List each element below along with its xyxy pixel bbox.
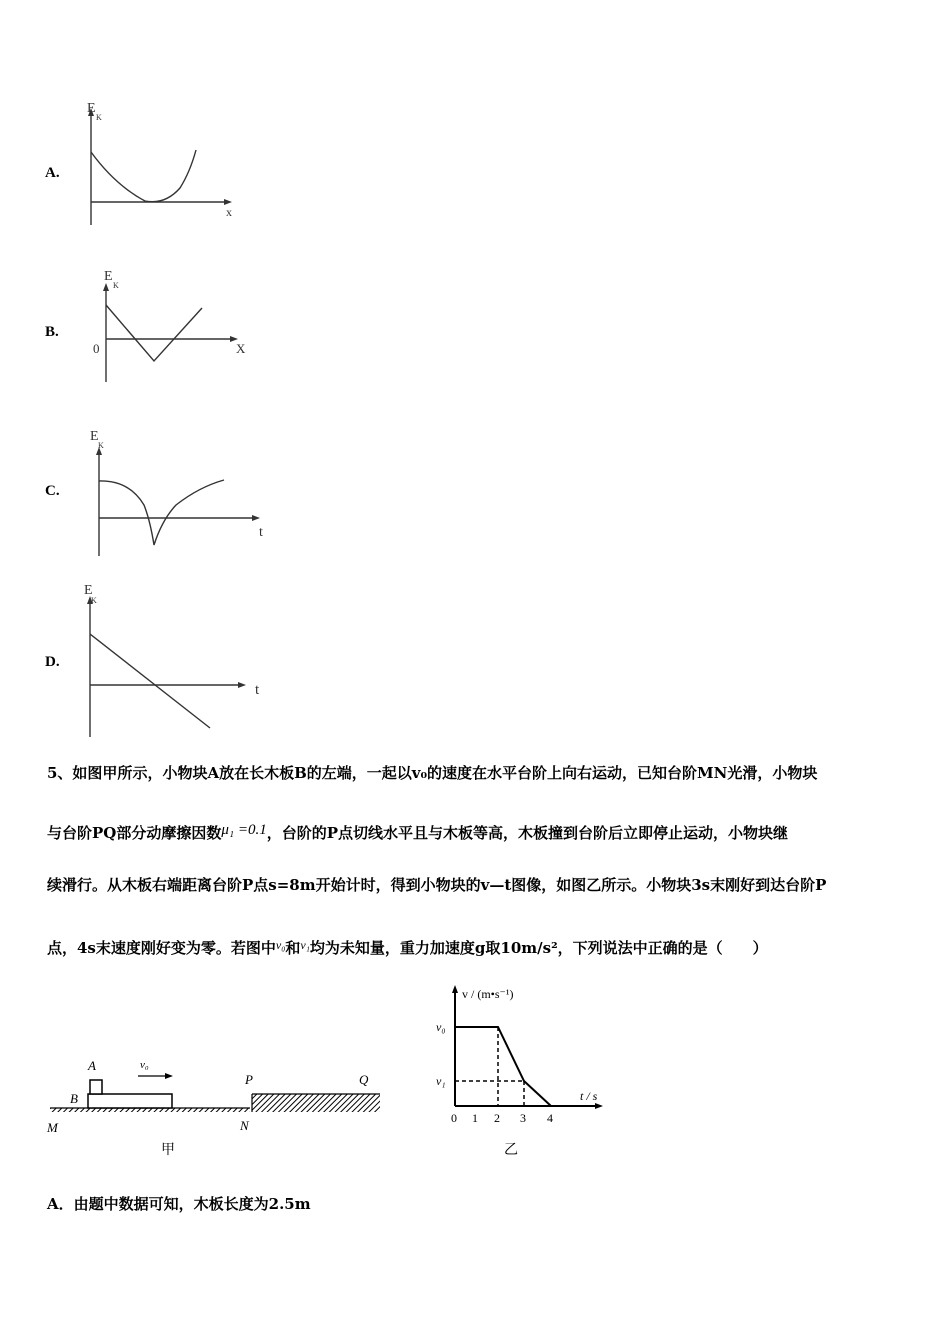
ek-line (90, 634, 210, 728)
ytick-v0: v₀ (436, 1020, 446, 1034)
v1-symbol: v₁ (300, 938, 310, 952)
v0-symbol: v₀ (275, 938, 286, 952)
ek-curve (106, 305, 202, 361)
label-v0: v₀ (140, 1059, 149, 1071)
x-axis-arrow-icon (252, 515, 260, 521)
question-line-4c: 均为未知量，重力加速度g取10m/s²，下列说法中正确的是（ ） (309, 939, 768, 957)
xtick-0: 0 (451, 1111, 457, 1125)
question-line-2a: 与台阶PQ部分动摩擦因数 (47, 824, 222, 842)
y-axis-label: v / (m•s⁻¹) (462, 987, 514, 1001)
question-line-2b: ，台阶的P点切线水平且与木板等高，木板撞到台阶后立即停止运动，小物块继 (266, 824, 789, 842)
label-a: A (88, 1058, 96, 1073)
figure-yi (430, 980, 620, 1160)
y-axis-sub: K (96, 113, 102, 122)
y-axis-sub: K (91, 596, 97, 605)
mu-expression: μ₁ =0.1 (221, 822, 267, 838)
caption-jia: 甲 (161, 1143, 175, 1158)
question-line-4a: 点，4s末速度刚好变为零。若图中 (47, 939, 276, 957)
x-axis-label: t (255, 682, 260, 698)
y-axis-label: E (84, 583, 93, 598)
figure-jia (40, 1050, 390, 1160)
x-axis-label: t (259, 525, 263, 540)
xtick-3: 3 (520, 1111, 526, 1125)
option-d-label: D. (45, 654, 60, 670)
xtick-4: 4 (547, 1111, 553, 1125)
y-axis-sub: K (113, 281, 119, 290)
answer-option-a: A．由题中数据可知，木板长度为2.5m (47, 1195, 311, 1213)
x-axis-label: t / s (580, 1089, 598, 1103)
label-m: M (47, 1120, 58, 1135)
label-q: Q (359, 1072, 369, 1087)
ytick-v1: v₁ (436, 1074, 446, 1088)
origin-label: 0 (93, 341, 100, 356)
question-line-1: 5、如图甲所示，小物块A放在长木板B的左端，一起以v₀的速度在水平台阶上向右运动，已知台阶MN光滑，小物块 (47, 764, 818, 782)
x-axis-arrow-icon (238, 682, 246, 688)
y-axis-label: E (87, 101, 96, 116)
option-d-graph (78, 578, 278, 740)
x-axis-arrow-icon (595, 1103, 603, 1109)
label-n: N (240, 1118, 249, 1133)
block-a (90, 1080, 102, 1094)
xtick-2: 2 (494, 1111, 500, 1125)
x-axis-label: X (236, 341, 246, 356)
label-b: B (70, 1091, 78, 1106)
xtick-1: 1 (472, 1111, 478, 1125)
question-line-4b: 和 (285, 939, 301, 957)
y-axis-label: E (104, 269, 113, 284)
y-axis-arrow-icon (103, 283, 109, 291)
y-axis-arrow-icon (452, 985, 458, 993)
question-line-3: 续滑行。从木板右端距离台阶P点s=8m开始计时，得到小物块的v—t图像，如图乙所示。小物块3s末刚好到达台阶P (47, 876, 827, 894)
option-c-graph (84, 425, 274, 560)
arrow-right-icon (165, 1073, 173, 1079)
option-b-label: B. (45, 324, 59, 340)
label-p: P (245, 1072, 253, 1087)
question-line-2 (47, 822, 788, 843)
x-axis-label: x (226, 205, 232, 219)
ek-curve (99, 480, 224, 545)
option-b-graph (88, 265, 258, 385)
board-b (88, 1094, 172, 1108)
y-axis-label: E (90, 429, 99, 444)
caption-yi: 乙 (504, 1143, 518, 1158)
option-a-graph (80, 100, 250, 230)
step-pq (252, 1094, 380, 1112)
option-c-label: C. (45, 483, 60, 499)
option-a-label: A. (45, 165, 60, 181)
question-line-4 (47, 937, 768, 958)
y-axis-sub: K (98, 441, 104, 450)
ek-curve (91, 150, 196, 202)
vt-line (455, 1027, 551, 1106)
